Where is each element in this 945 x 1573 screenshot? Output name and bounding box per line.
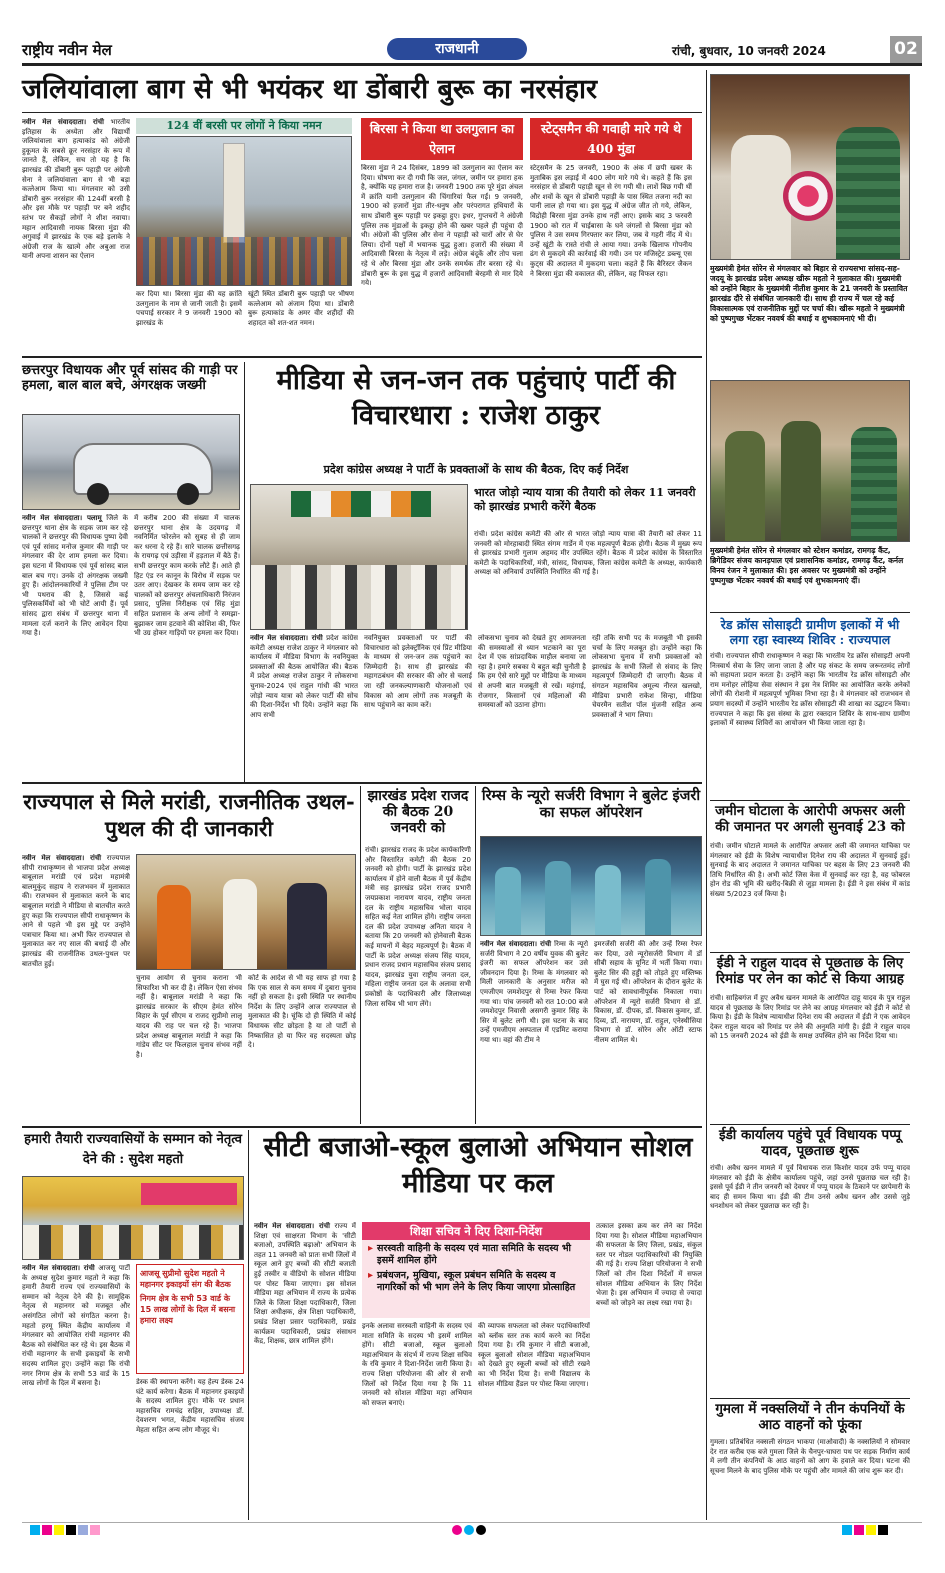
lead-byline: नवीन मेल संवाददाता। रांची (22, 118, 104, 126)
lead-column-3: खूंटी स्थित डोंबारी बुरू पहाड़ी पर भीषण कत्लेआम को अंजाम दिया था। डोंबारी बुरू हत्याकांड के अमर वीर शहीदों की शहादत को शत-शत नमन। (248, 290, 354, 327)
chhattarpur-headline: छत्तरपुर विधायक और पूर्व सांसद की गाड़ी पर हमला, बाल बाल बचे, अंगरक्षक जख्मी (22, 363, 238, 393)
gumla-body: गुमला। प्रतिबंधित नक्सली संगठन भाकपा (माओवादी) के नक्सलियों ने सोमवार देर रात करीब एक बजे गुमला जिले के चैनपुर-घाघरा पथ पर सड़क निर्माण कार्य में लगी तीन कंपनियों के आठ वाहनों को आग के हवाले कर दिया। घटना की सूचना मिलने के बाद पुलिस मौके पर पहुंची और मामले की जांच शुरू कर दी। (710, 1438, 910, 1475)
whistle-column-2: इनके अलावा सरस्वती वाहिनी के सदस्य एवं माता समिति के सदस्य भी इसमें शामिल होंगे। सीटी बजाओ, स्कूल बुलाओ महाअभियान के संदर्भ में राज्य शिक्षा सचिव के रवि कुमार ने दिशा-निर्देश जारी किया है। राज्य शिक्षा परियोजना की ओर से सभी जिलों को निर्देश दिया गया है कि 11 जनवरी को सोशल मीडिया महा अभियान को सफल बनाएं। (362, 1322, 472, 1407)
whistle-bullet-1: सरस्वती वाहिनी के सदस्य एवं माता समिति के सदस्य भी इसमें शामिल होंगे (377, 1243, 572, 1266)
section-label: राजधानी (387, 38, 527, 60)
masthead (22, 36, 922, 66)
right-top-caption: मुख्यमंत्री हेमंत सोरेन से मंगलवार को बिहार से राज्यसभा सांसद-सह-जदयू के झारखंड प्रदेश अध्यक्ष खीरू महतो ने मुलाकात की। मुख्यमंत्री को उन्होंने बिहार के मुख्यमंत्री नीतीश कुमार के 21 जनवरी के प्रस्तावित झारखंड दौरे से संबंधित जानकारी दी। साथ ही राज्य में चल रहे कई विकासात्मक एवं राजनीतिक मुद्दों पर चर्चा की। खीरू महतो ने मुख्यमंत्री को पुष्पगुच्छ भेंटकर नववर्ष की बधाई व शुभकामनाएं भी दी। (710, 264, 908, 323)
right-mid-caption: मुख्यमंत्री हेमंत सोरेन से मंगलवार को स्टेशन कमांडर, रामगढ़ कैंट, ब्रिगेडियर संजय कानड़पाल एवं प्रशासनिक कमांडर, रामगढ़ कैंट, कर्नल विनय रंजन ने मुलाकात की। इस अवसर पर मुख्यमंत्री को उन्होंने पुष्पगुच्छ भेंटकर नववर्ष की बधाई एवं शुभकामनाएं दीं। (710, 546, 904, 585)
lead-column-1 (22, 118, 130, 350)
governor-column-1: नवीन मेल संवाददाता। रांची राज्यपाल सीपी राधाकृष्णन से भाजपा प्रदेश अध्यक्ष बाबूलाल मरांडी एवं प्रदेश महामंत्री बालमुकुंद सहाय ने राजभवन में मुलाकात की। राजभवन से मुलाकात करने के बाद बाबूलाल मरांडी ने मीडिया से बातचीत करते हुए कहा कि राज्यपाल सीपी राधाकृष्णन के आने से पहले भी इस मुद्दे पर उन्होंने पत्राचार किया था। अभी फिर राज्यपाल से मुलाकात कर नए साल की बधाई दी और झारखंड की राजनीतिक उथल-पुथल पर बातचीत हुई। (22, 854, 130, 968)
rims-column-2: इमरजेंसी सर्जरी की और उन्हें रिम्स रेफर कर दिया, उसे न्यूरोसर्जरी विभाग में डॉ सीबी सहाय के यूनिट में भर्ती किया गया। बुलेट सिर की हड्डी को तोड़ते हुए मस्तिष्क में घुस गई थी। ऑपरेशन के दौरान बुलेट के पार्ट को सावधानीपूर्वक निकाला गया। ऑपरेशन में न्यूरो सर्जरी विभाग से डॉ. विकास, डॉ. दीपक, डॉ. विकास कुमार, डॉ. दिव्य, डॉ. नारायण, डॉ. राहुल, एनेस्थीसिया विभाग से डॉ. सोरेन और ऑटी स्टाफ नीलम शामिल थे। (594, 940, 702, 1044)
congress-photo (250, 484, 468, 630)
dateline: रांची, बुधवार, 10 जनवरी 2024 (672, 44, 826, 58)
sudesh-headline: हमारी तैयारी राज्यवासियों के सम्मान को नेतृत्व देने की : सुदेश महतो (24, 1132, 242, 1167)
chhattarpur-byline: नवीन मेल संवाददाता। पलामू (22, 514, 102, 522)
lead-column-2: कर दिया था। बिरसा मुंडा की यह क्रांति उलगुलान के नाम से जानी जाती है। इसमें पचपाई सरकार ने 9 जनवरी 1900 को झारखंड के (136, 290, 242, 327)
ed-pappu-body: रांची। अवैध खनन मामले में पूर्व विधायक राज किशोर यादव उर्फ पप्पू यादव मंगलवार को ईडी के क्षेत्रीय कार्यालय पहुंचे, जहां उनसे पूछताछ चल रही है। इससे पूर्व ईडी ने तीन जनवरी को देवघर में पप्पू यादव के ठिकाने पर छापेमारी के बाद ही समन किया था। ईडी की टीम उनसे अवैध खनन और उससे जुड़े धनशोधन को लेकर पूछताछ कर रही है। (710, 1164, 910, 1211)
sudesh-photo (22, 1176, 244, 1260)
rims-column-1: नवीन मेल संवाददाता। रांची रिम्स के न्यूरो सर्जरी विभाग ने 20 वर्षीय युवक की बुलेट इंजरी का सफल ऑपरेशन कर उसे जीवनदान दिया है। रिम्स के मंगलवार को मिली जानकारी के अनुसार मरीज को एमजीएम जमशेदपुर से रिम्स रेफर किया गया था। पांच जनवरी को रात 10:00 बजे जमशेदपुर निवासी असगरी कुमार सिंह के सिर में बुलेट लगी थी। इस घटना के बाद उन्हें एमजीएम अस्पताल में एडमिट कराया गया था। वहां की टीम ने (480, 940, 588, 1044)
congress-side-title: भारत जोड़ो न्याय यात्रा की तैयारी को लेकर 11 जनवरी को झारखंड प्रभारी करेंगे बैठक (474, 486, 696, 513)
governor-column-3: कोर्ट के आदेश से भी यह साफ हो गया है कि एक साल से कम समय में दुबारा चुनाव नहीं हो सकता है। इसी स्थिति पर स्थानीय निर्देश के लिए उन्होंने आज राज्यपाल से मुलाकात की है। चूंकि दो ही स्थिति में कोई विधायक सीट छोड़ता है या तो पार्टी से निष्कासित हो या फिर वह सदस्यता छोड़ दे। (248, 974, 356, 1050)
congress-column-3: लोकसभा चुनाव को देखते हुए आमजनता की समस्याओं से ध्यान भटकाने का पूरा देश में एक सांप्रदायिक माहौल बनाया जा रहा है। हमारे सबका ये बहुत बड़ी चुनौती है कि हम ऐसे सारे मुद्दों पर मीडिया के माध्यम से अपनी बात मजबूती से रखें। महंगाई, रोजगार, किसानों एवं महिलाओं की समस्याओं को उठाना होगा। (478, 634, 586, 710)
lead-box2-body: स्टेट्समैन के 25 जनवरी, 1900 के अंक में छपी खबर के मुताबिक इस लड़ाई में 400 लोग मारे गये थे। कहते हैं कि इस नरसंहार से डोंबारी पहाड़ी खून से रंग गयी थी। लाशें बिछ गयी थीं और शवों के खून से डोंबारी पहाड़ी के पास स्थित तजना नदी का पानी लाल हो गया था। इस युद्ध में अंग्रेज जीत तो गये, लेकिन, विद्रोही बिरसा मुंडा उनके हाथ नहीं आए। इसके बाद 3 फरवरी 1900 को रात में चाईबासा के घने जंगलों से बिरसा मुंडा को पुलिस ने उस समय गिरफ्तार कर लिया, जब वे गहरी नींद में थे। उन्हें खूंटी के रास्ते रांची ले आया गया। उनके खिलाफ गोपनीय ढंग से मुकदमे की कार्रवाई की गयी। उन पर मजिस्ट्रेट डब्ल्यू एस कुट्स की अदालत में मुकदमा चला। कहते हैं कि बैरिस्टर जैकन ने बिरसा मुंडा की वकालत की, लेकिन, वह विफल रहा। (530, 164, 692, 278)
lead-photo (136, 136, 352, 286)
lead-box1-body: बिरसा मुंडा ने 24 दिसंबर, 1899 को उलगुलान का ऐलान कर दिया। घोषणा कर दी गयी कि जल, जंगल, जमीन पर हमारा हक है, क्योंकि यह हमारा राज है। जनवरी 1900 तक पूरे मुंडा अंचल में क्रांति यानी उलगुलान की चिंगारियां फैल गईं। 9 जनवरी, 1900 को हजारों मुंडा तीर-धनुष और परंपरागत हथियारों के साथ डोंबारी बुरू पहाड़ी पर इकट्ठा हुए। इधर, गुप्तचरों ने अंग्रेजी पुलिस तक मुंडाओं के इकट्ठा होने की खबर पहले ही पहुंचा दी थी। अंग्रेजों की पुलिस और सेना ने पहाड़ी को चारों ओर से घेर लिया। दोनों पक्षों में भयानक युद्ध हुआ। हजारों की संख्या में आदिवासी बिरसा के नेतृत्व में लड़े। अंग्रेज बंदूकें और तोप चला रहे थे और बिरसा मुंडा और उनके समर्थक तीर बरसा रहे थे। डोंबारी बुरू के इस युद्ध में हजारों आदिवासी बेरहमी से मार दिये गये। (361, 164, 523, 288)
sudesh-pullquote (136, 1264, 244, 1374)
lead-photo-caption: 124 वीं बरसी पर लोगों ने किया नमन (136, 118, 352, 134)
governor-headline: राज्यपाल से मिले मरांडी, राजनीतिक उथल-पुथल की दी जानकारी (23, 789, 355, 842)
ed-pappu-headline: ईडी कार्यालय पहुंचे पूर्व विधायक पप्पू यादव, पूछताछ शुरू (718, 1127, 902, 1159)
bullet-icon: ▸ (368, 1270, 374, 1281)
rims-photo (480, 836, 702, 936)
sudesh-column-2: डेस्क की स्थापना करेंगे। यह हेल्प डेस्क 24 घंटे कार्य करेगा। बैठक में महानगर इकाइयों के सदस्य शामिल हुए। मौके पर प्रधान महासचिव रामचंद्र सहिस, उपाध्यक्ष डॉ. देवशरण भगत, केंद्रीय महासचिव संजय मेहता सहित अन्य लोग मौजूद थे। (136, 1378, 244, 1434)
ed-rahul-headline: ईडी ने राहुल यादव से पूछताछ के लिए रिमांड पर लेन का कोर्ट से किया आग्रह (716, 955, 904, 987)
print-registration-bar (22, 1522, 922, 1536)
sudesh-pull-title: आजसू सुप्रीमो सुदेश महतो ने महानगर इकाइयों संग की बैठक (140, 1269, 231, 1289)
redcross-headline: रेड क्रॉस सोसाइटी ग्रामीण इलाकों में भी लगा रहा स्वास्थ्य शिविर : राज्यपाल (720, 617, 900, 647)
congress-subhead: प्रदेश कांग्रेस अध्यक्ष ने पार्टी के प्रवक्ताओं के साथ की बैठक, दिए कई निर्देश (323, 463, 629, 476)
gumla-headline: गुमला में नक्सलियों ने तीन कंपनियों के आठ वाहनों को फूंका (715, 1401, 905, 1433)
whistle-column-4: तत्काल इसका क्रय कर लेने का निर्देश दिया गया है। सोशल मीडिया महाअभियान की सफलता के लिए जिला, प्रखंड, संकुल स्तर पर नोडल पदाधिकारियों की नियुक्ति की गई है। राज्य शिक्षा परियोजना ने सभी जिलों को तीन दिशा निर्देशों में सफल सोशल मीडिया अभियान के लिए निर्देश भेजा है। इस अभियान में ज्यादा से ज्यादा बच्चों को जोड़ने का लक्ष्य रखा गया है। (596, 1222, 702, 1307)
congress-side-body: रांची। प्रदेश कांग्रेस कमेटी की ओर से भारत जोड़ो न्याय यात्रा की तैयारी को लेकर 11 जनवरी को मोरहाबादी स्थित संगम गार्डेन में एक महत्वपूर्ण बैठक होगी। बैठक में मुख्य रूप से झारखंड प्रभारी गुलाम अहमद मीर उपस्थित रहेंगे। बैठक में प्रदेश कांग्रेस के विस्तारित कमेटी के पदाधिकारियों, मंत्री, सांसद, विधायक, जिला कांग्रेस कमेटी के अध्यक्ष, कार्यकारी अध्यक्ष को अनिवार्य उपस्थिति निर्धारित की गई है। (474, 530, 702, 577)
rims-byline: नवीन मेल संवाददाता। रांची (480, 940, 552, 948)
congress-headline: मीडिया से जन-जन तक पहुंचाएं पार्टी की विचारधारा : राजेश ठाकुर (276, 365, 676, 431)
paper-name: राष्ट्रीय नवीन मेल (22, 41, 112, 59)
right-top-photo (710, 74, 910, 260)
sudesh-byline: नवीन मेल संवाददाता। रांची (22, 1264, 95, 1272)
congress-column-1: नवीन मेल संवाददाता। रांची प्रदेश कांग्रेस कमेटी अध्यक्ष राजेश ठाकुर ने मंगलवार को कार्यालय में मीडिया विभाग के नवनियुक्त प्रवक्ताओं की बैठक आयोजित की। बैठक में प्रदेश अध्यक्ष राजेश ठाकुर ने लोकसभा चुनाव-2024 एवं राहुल गांधी की भारत जोड़ो न्याय यात्रा को लेकर पार्टी की सोच की दिशा-निर्देश भी दिये। उन्होंने कहा कि आप सभी (250, 634, 358, 719)
rjd-body: रांची। झारखंड राजद के प्रदेश कार्यकारिणी और विस्तारित कमेटी की बैठक 20 जनवरी को होगी। पार्टी के झारखंड प्रदेश कार्यालय में होने वाली बैठक में पूर्व केंद्रीय मंत्री सह झारखंड प्रदेश राजद प्रभारी जयप्रकाश नारायण यादव, राष्ट्रीय जनता दल के राष्ट्रीय महासचिव भोला यादव सहित कई नेता शामिल होंगे। राष्ट्रीय जनता दल की प्रदेश उपाध्यक्ष अनिता यादव ने बताया कि 20 जनवरी को होनेवाली बैठक कई मायनों में बेहद महत्वपूर्ण है। बैठक में पार्टी के प्रदेश अध्यक्ष संजय सिंह यादव, प्रधान राजद प्रधान महासचिव संजय प्रसाद यादव, झारखंड युवा राष्ट्रीय जनता दल, महिला राष्ट्रीय जनता दल के अलावा सभी प्रकोष्ठों के पदाधिकारी और जिलाध्यक्ष जिला सचिव भी भाग लेंगे। (365, 846, 471, 1008)
right-mid-photo (710, 380, 910, 542)
rims-headline: रिम्स के न्यूरो सर्जरी विभाग ने बुलेट इंजरी का सफल ऑपरेशन (481, 787, 701, 821)
whistle-box (362, 1222, 590, 1318)
whistle-headline: सीटी बजाओ-स्कूल बुलाओ अभियान सोशल मीडिया पर कल (263, 1132, 693, 1200)
whistle-byline: नवीन मेल संवाददाता। रांची (254, 1222, 330, 1230)
whistle-column-1: नवीन मेल संवाददाता। रांची राज्य में शिक्षा एवं साक्षरता विभाग के 'सीटी बजाओ, उपस्थिति बढ़ाओ' अभियान के तहत 11 जनवरी को प्रातः सभी जिलों में स्कूल आने हुए बच्चों की सीटी बजाती हुई तस्वीर व वीडियो के सोशल मीडिया पर पोस्ट किया जाएगा। इस सोशल मीडिया महा अभियान में राज्य के प्रत्येक जिले के जिला शिक्षा पदाधिकारी, जिला शिक्षा अधीक्षक, क्षेत्र शिक्षा पदाधिकारी, प्रखंड शिक्षा प्रसार पदाधिकारी, प्रखंड कार्यक्रम पदाधिकारी, प्रखंड संसाधन केंद्र, शिक्षक, छात्र शामिल होंगे। (254, 1222, 356, 1346)
congress-column-2: नवनियुक्त प्रवक्ताओं पर पार्टी की विचारधारा को इलेक्ट्रॉनिक एवं प्रिंट मीडिया के माध्यम से जन-जन तक पहुंचाने का जिम्मेदारी है। साथ ही झारखंड की महागठबंधन की सरकार की ओर से चलाई जा रही जनकल्याणकारी योजनाओं एवं विकास को आम लोगों तक मजबूती के साथ पहुंचाने का काम करें। (364, 634, 472, 710)
whistle-column-3: की व्यापक सफलता को लेकर पदाधिकारियों को ब्लॉक स्तर तक कार्य करने का निर्देश दिया गया है। रवि कुमार ने सीटी बजाओ, स्कूल बुलाओ सोशल मीडिया महाअभियान को देखते हुए स्कूली बच्चों को सीटी रखने का भी निर्देश दिया है। सभी विद्यालय के सोशल मीडिया हैंडल पर पोस्ट किया जाएगा। (478, 1322, 590, 1388)
chhattarpur-column-1: नवीन मेल संवाददाता। पलामू जिले के छत्तरपुर थाना क्षेत्र के सड़क जाम कर रहे चालकों ने छत्तरपुर की विधायक पुष्पा देवी एवं पूर्व सांसद मनोज कुमार की गाड़ी पर मंगलवार की देर शाम हमला कर दिया। इस घटना में विधायक एवं पूर्व सांसद बाल बाल बच गए। उनके दो अंगरक्षक जख्मी हुए हैं। आंदोलनकारियों ने पुलिस टीम पर भी पथराव की है, जिससे कई पुलिसकर्मियों को भी चोटें आयी हैं। पूर्व सांसद द्वारा संबंध में छत्तरपुर थाना में मामला दर्ज कराने के लिए आवेदन दिया गया है। (22, 514, 128, 638)
governor-column-2: चुनाव आयोग से चुनाव कराना भी सिफारिश भी कर दी है। लेकिन ऐसा संभव नहीं है। बाबूलाल मरांडी ने कहा कि झारखंड सरकार के सीएम हेमंत सोरेन विहार के पूर्व सीएम व राजद सुप्रीमो लालू यादव की राह पर चल रहे हैं। भाजपा प्रदेश अध्यक्ष बाबूलाल मरांडी ने कहा कि गांडेय सीट पर फिलहाल चुनाव संभव नहीं है। (136, 974, 242, 1059)
whistle-bullet-2: प्रबंधजन, मुखिया, स्कूल प्रबंधन समिति के सदस्य व नागरिकों को भी भाग लेने के लिए किया जाएगा प्रोत्साहित (377, 1270, 576, 1293)
lead-body: भारतीय इतिहास के अध्येता और विद्यार्थी जलियांवाला बाग हत्याकांड को अंग्रेजी हुकूमत के सबसे क्रूर नरसंहार के रूप में जानते हैं, लेकिन, सच तो यह है कि झारखंड की डोंबारी बुरू पहाड़ी पर अंग्रेजी सेना ने जलियांवाला बाग से भी बड़ा कत्लेआम किया था। मंगलवार को उसी डोंबारी बुरू नरसंहार की 124वीं बरसी है और इस मौके पर पहाड़ी पर बने शहीद स्तंभ पर सैकड़ों लोगों ने शीश नवाया। महान आदिवासी नायक बिरसा मुंडा की अगुवाई में झारखंड के एक बड़े इलाके ने अंग्रेजी राज के खात्मे और अबुआ राज यानी अपना शासन का ऐलान (22, 118, 130, 261)
congress-byline: नवीन मेल संवाददाता। रांची (250, 634, 323, 642)
whistle-box-title: शिक्षा सचिव ने दिए दिशा-निर्देश (362, 1222, 590, 1240)
chhattarpur-column-2: में करीब 200 की संख्या में चालक छत्तरपुर थाना क्षेत्र के उदयगढ़ में नवनिर्मित फोरलेन को सुबह से ही जाम कर धरना दे रहे हैं। सारे चालक छत्तीसगढ़ के रायगढ़ एवं उड़ीसा में हड़ताल में बैठे हैं। सभी छत्तरपुर काम करके लौटे हैं। आते ही हिट एंड रन कानून के विरोध में सड़क पर उतर आए। देखकर के समय जाम कर रहे चालकों को छत्तरपुर अंचलाधिकारी निरंजन प्रसाद, पुलिस निरीक्षक एवं सिंह मुंडा सहित प्रशासन के अन्य लोगों ने समझा-बुझाकर जाम हटवाने की कोशिश की, फिर भी उग्र होकर गाड़ियों पर हमला कर दिया। (134, 514, 240, 638)
sudesh-pull-line: निगम क्षेत्र के सभी 53 वार्ड के 15 लाख लोगों के दिल में बसना हमारा लक्ष्य (140, 1294, 236, 1325)
lead-box1-title: बिरसा ने किया था उलगुलान का ऐलान (361, 118, 523, 160)
bullet-icon: ▸ (368, 1243, 374, 1254)
congress-column-4: रही तकि सभी पद के मजबूती भी इसकी चर्चा के लिए मजबूत हो। उन्होंने कहा कि लोकसभा चुनाव में सभी प्रवक्ताओं को झारखंड के सभी जिलों से संवाद के लिए महत्वपूर्ण जिम्मेदारी दी जाएगी। बैठक में संगठन महासचिव अमूल्य नीरज खलखो, मीडिया प्रभारी राकेश सिन्हा, मीडिया चेयरमैन सतीश पॉल मुंजनी सहित अन्य प्रवक्ताओं ने भाग लिया। (592, 634, 702, 719)
page-number: 02 (890, 36, 922, 63)
redcross-body: रांची। राज्यपाल सीपी राधाकृष्णन ने कहा कि भारतीय रेड क्रॉस सोसाइटी अपनी निःस्वार्थ सेवा के लिए जाना जाता है और यह संकट के समय जरूरतमंद लोगों को सहायता प्रदान करता है। उन्होंने कहा कि भारतीय रेड क्रॉस सोसाइटी और राम मनोहर लोहिया सेवा संस्थान ने इस नेत्र शिविर का आयोजित करके अनेकों लोगों की रोशनी में महत्वपूर्ण भूमिका निभा रहा है। वे मंगलवार को राजभवन से प्रयाग सदस्यों में उन्होंने भारतीय रेड क्रॉस सोसाइटी की शाखा का उद्घाटन किया। राज्यपाल ने कहा कि इस संस्था के द्वारा रक्तदान शिविर के साथ-साथ ग्रामीण इलाकों में स्वास्थ्य शिविरों का आयोजन भी किया जाता रहा है। (710, 652, 910, 728)
land-headline: जमीन घोटाला के आरोपी अफसर अली की जमानत पर अगली सुनवाई 23 को (715, 803, 905, 835)
governor-photo (136, 854, 356, 970)
chhattarpur-photo (22, 414, 240, 510)
land-body: रांची। जमीन घोटाले मामले के आरोपित अफसर अली की जमानत याचिका पर मंगलवार को ईडी के विशेष न्यायाधीश दिनेश राय की अदालत में सुनवाई हुई। सुनवाई के बाद अदालत ने जमानत याचिका पर बहस के लिए 23 जनवरी की तिथि निर्धारित की है। अभी कोर्ट जिस केस में सुनवाई कर रहा है, वह फोबरल होन रोड की भूमि की खरीद-बिक्री से जुड़ा मामला है। ईडी ने इस संबंध में कांड संख्या 5/2023 दर्ज किया है। (710, 842, 910, 898)
sudesh-column-1: नवीन मेल संवाददाता। रांची आजसू पार्टी के अध्यक्ष सुदेश कुमार महतो ने कहा कि हमारी तैयारी राज्य एवं राज्यवासियों के सम्मान को नेतृत्व देने की है। सामूहिक नेतृत्व से महानगर को मजबूत और असंगठित लोगों को संगठित करना है। महतो हरमू स्थित केंद्रीय कार्यालय में मंगलवार को आयोजित रांची महानगर की बैठक को संबोधित कर रहे थे। इस बैठक में रांची महानगर के सभी इकाइयों के सभी सदस्य शामिल हुए। उन्होंने कहा कि रांची नगर निगम क्षेत्र के सभी 53 वार्ड के 15 लाख लोगों के दिल में बसना है। (22, 1264, 130, 1388)
lead-headline: जलियांवाला बाग से भी भयंकर था डोंबारी बुरू का नरसंहार (22, 74, 598, 105)
lead-box2-title: स्टेट्समैन की गवाही मारे गये थे 400 मुंडा (530, 118, 692, 160)
governor-byline: नवीन मेल संवाददाता। रांची (22, 854, 102, 862)
ed-rahul-body: रांची। साहिबगंज में हुए अवैध खनन मामले के आरोपित दाहू यादव के पुत्र राहुल यादव से पूछताछ के लिए रिमांड पर लेने का आग्रह मंगलवार को ईडी ने कोर्ट से किया है। ईडी के विशेष न्यायाधीश दिनेश राय की अदालत में ईडी ने एक आवेदन देकर राहुल यादव को रिमांड पर लेने की अनुमति मांगी है। ईडी ने राहुल यादव को 15 जनवरी 2024 को ईडी के समक्ष उपस्थित होने का निर्देश दिया था। (710, 994, 910, 1041)
rjd-headline: झारखंड प्रदेश राजद की बैठक 20 जनवरी को (367, 788, 469, 837)
